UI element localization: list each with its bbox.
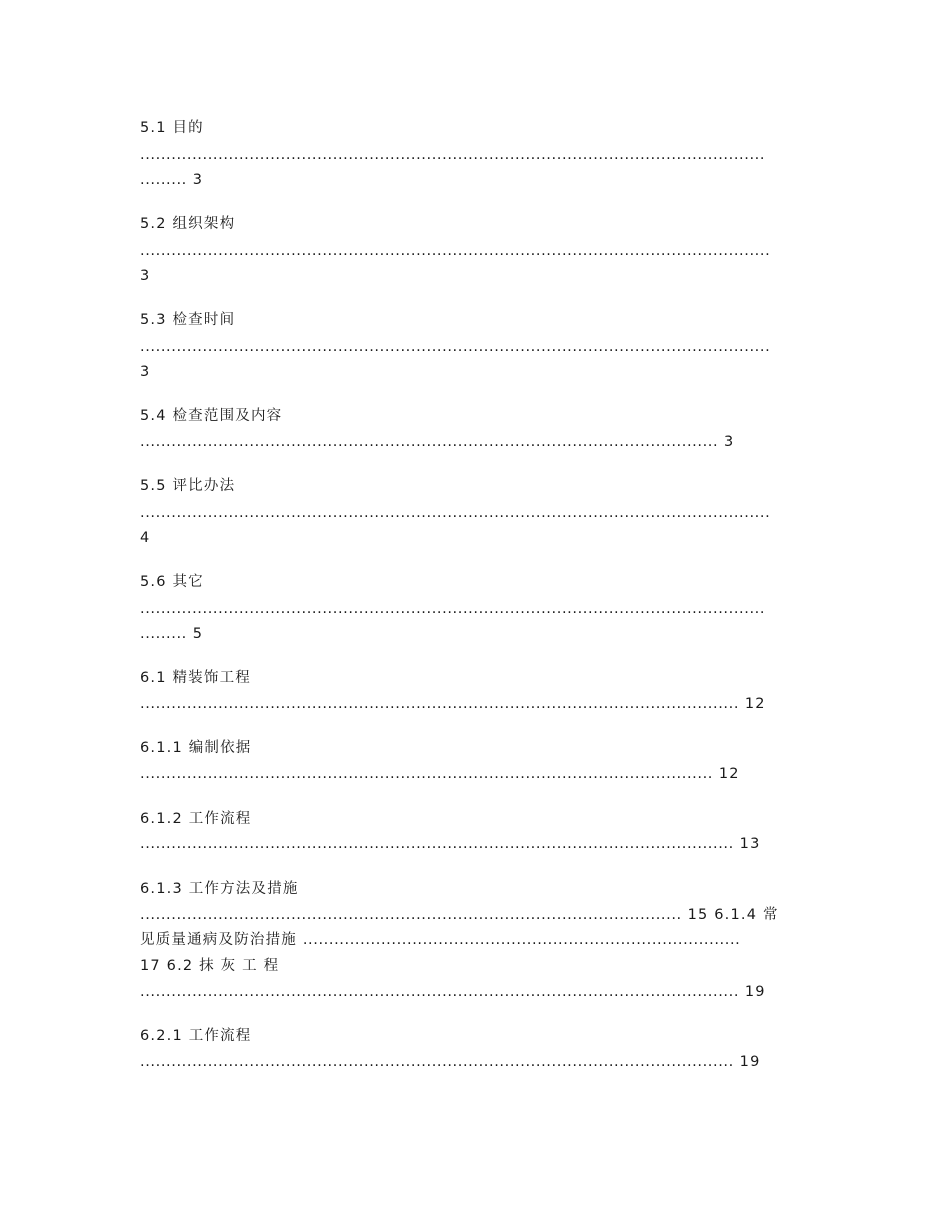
- toc-heading: 6.1.4 常: [714, 907, 779, 923]
- toc-leader-page-row: [140, 625, 203, 643]
- toc-heading: 5.4 检查范围及内容: [140, 408, 283, 424]
- toc-leader: .........................................................................................................................: [140, 243, 771, 259]
- toc-leader: .........................................................................................................................: [140, 339, 771, 355]
- toc-leader: ..................................................................................................................: [140, 836, 734, 852]
- toc-page-number: 15: [687, 907, 709, 923]
- toc-leader: ........................................................................................................................: [140, 147, 766, 163]
- toc-page-number: 5: [192, 626, 204, 642]
- toc-leader-page-row: [140, 906, 779, 924]
- toc-leader-page-row: [140, 983, 766, 1001]
- toc-leader-page-row: [140, 695, 766, 713]
- toc-leader: .........: [140, 626, 187, 642]
- toc-leader-page-row: [140, 957, 279, 975]
- toc-leader: ...................................................................................................................: [140, 984, 740, 1000]
- toc-heading: 6.1.3 工作方法及措施: [140, 881, 299, 897]
- toc-heading: 6.1 精装饰工程: [140, 670, 251, 686]
- toc-heading: 6.2.1 工作流程: [140, 1028, 252, 1044]
- toc-leader: .........: [140, 172, 187, 188]
- toc-leader: ....................................................................................: [302, 932, 741, 948]
- toc-leader: ........................................................................................................................: [140, 601, 766, 617]
- toc-heading: 5.2 组织架构: [140, 216, 236, 232]
- toc-leader-page-row: [140, 931, 740, 949]
- toc-page-number: 12: [744, 696, 766, 712]
- toc-page-number: 13: [739, 836, 761, 852]
- toc-leader-page-row: [140, 433, 734, 451]
- toc-leader-page-row: [140, 1053, 761, 1071]
- toc-heading: 6.1.1 编制依据: [140, 740, 252, 756]
- toc-page-number: 19: [739, 1054, 761, 1070]
- toc-leader: ........................................................................................................: [140, 907, 682, 923]
- toc-heading: 5.6 其它: [140, 574, 204, 590]
- toc-heading: 5.1 目的: [140, 120, 204, 136]
- toc-leader-page-row: [140, 171, 203, 189]
- toc-page-number: 3: [724, 434, 735, 450]
- toc-leader: ...............................................................................................................: [140, 434, 719, 450]
- toc-heading: 6.2 抹 灰 工 程: [166, 958, 280, 974]
- toc-leader: ..............................................................................................................: [140, 766, 714, 782]
- toc-heading: 5.5 评比办法: [140, 478, 236, 494]
- toc-page-number: 19: [744, 984, 766, 1000]
- toc-page-number: 12: [718, 766, 740, 782]
- toc-heading: 见质量通病及防治措施: [140, 932, 297, 948]
- toc-page-number: 4: [140, 530, 151, 546]
- toc-page-number: 3: [140, 364, 151, 380]
- toc-leader-page-row: [140, 765, 740, 783]
- toc-page-number: 3: [140, 268, 151, 284]
- toc-page-number: 17: [140, 958, 161, 974]
- toc-leader: ..................................................................................................................: [140, 1054, 734, 1070]
- toc-leader-page-row: [140, 835, 761, 853]
- toc-leader: ...................................................................................................................: [140, 696, 740, 712]
- toc-heading: 6.1.2 工作流程: [140, 811, 252, 827]
- toc-leader: .........................................................................................................................: [140, 505, 771, 521]
- toc-heading: 5.3 检查时间: [140, 312, 236, 328]
- toc-page-number: 3: [192, 172, 204, 188]
